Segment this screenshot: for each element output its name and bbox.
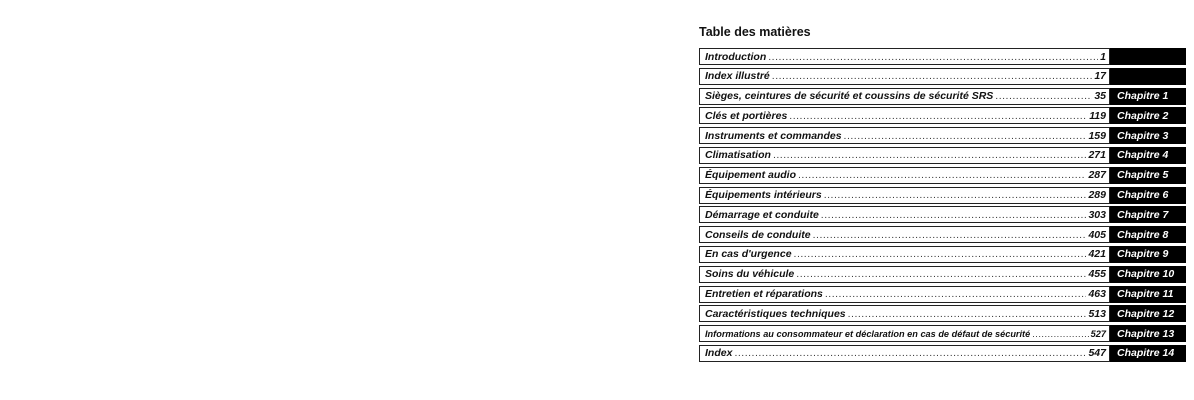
toc-entry[interactable] [699,305,1110,322]
toc-entry-label: Soins du véhicule [705,268,795,281]
toc-row-chapitre-8[interactable] [699,226,1186,243]
toc-entry-page: 463 [1088,288,1106,301]
dot-leader [995,90,1092,102]
dot-leader [734,347,1086,359]
toc-entry-page: 289 [1088,189,1106,202]
toc-entry[interactable] [699,226,1110,243]
dot-leader [794,248,1087,260]
chapter-tab[interactable]: Chapitre 3 [1110,127,1186,144]
toc-row-chapitre-6[interactable] [699,187,1186,204]
toc-entry-label: Introduction [705,50,767,63]
chapter-tab[interactable]: Chapitre 5 [1110,167,1186,184]
dot-leader [768,51,1098,63]
toc-entry-label: Équipement audio [705,169,797,182]
chapter-tab[interactable]: Chapitre 2 [1110,107,1186,124]
dot-leader [789,110,1087,122]
toc-entry-page: 303 [1088,208,1106,221]
toc-entry-label: Clés et portières [705,109,788,122]
toc-entry[interactable] [699,147,1110,164]
dot-leader [825,288,1087,300]
chapter-tab[interactable]: Chapitre 6 [1110,187,1186,204]
toc-entry-page: 455 [1088,268,1106,281]
toc-row-chapitre-14[interactable] [699,345,1186,362]
toc-entry-label: Entretien et réparations [705,288,823,301]
toc-entry[interactable] [699,107,1110,124]
toc-entry[interactable] [699,206,1110,223]
dot-leader [772,70,1093,82]
toc-entry[interactable] [699,325,1110,342]
toc-entry-page: 1 [1100,50,1106,63]
toc-entry-label: Instruments et commandes [705,129,842,142]
toc-entry[interactable] [699,88,1110,105]
dot-leader [796,268,1086,280]
chapter-tab[interactable]: Chapitre 12 [1110,305,1186,322]
chapter-tab[interactable]: Chapitre 1 [1110,88,1186,105]
dot-leader [824,189,1087,201]
toc-entry-page: 35 [1094,90,1106,103]
toc-entry-label: Conseils de conduite [705,228,811,241]
toc-entry[interactable] [699,345,1110,362]
page-title: Table des matières [699,25,811,39]
toc-row-index-illustre[interactable] [699,68,1186,85]
toc-entry[interactable] [699,48,1110,65]
chapter-tab[interactable]: Chapitre 10 [1110,266,1186,283]
toc-row-chapitre-4[interactable] [699,147,1186,164]
toc-entry-page: 271 [1088,149,1106,162]
toc-entry[interactable] [699,286,1110,303]
dot-leader [848,308,1087,320]
chapter-tab[interactable]: Chapitre 14 [1110,345,1186,362]
toc-entry-page: 405 [1088,228,1106,241]
toc-entry[interactable] [699,127,1110,144]
dot-leader [1032,329,1088,339]
toc-row-chapitre-12[interactable] [699,305,1186,322]
toc-row-chapitre-3[interactable] [699,127,1186,144]
chapter-tab[interactable]: Chapitre 8 [1110,226,1186,243]
toc-entry-label: Index [705,347,733,360]
toc-entry-label: En cas d'urgence [705,248,792,261]
toc-row-chapitre-5[interactable] [699,167,1186,184]
dot-leader [773,149,1087,161]
toc-entry-label: Climatisation [705,149,771,162]
toc-row-chapitre-2[interactable] [699,107,1186,124]
toc-row-chapitre-11[interactable] [699,286,1186,303]
chapter-tab[interactable]: Chapitre 9 [1110,246,1186,263]
toc-entry-page: 421 [1088,248,1106,261]
toc-row-chapitre-7[interactable] [699,206,1186,223]
toc-entry-page: 527 [1090,328,1106,339]
toc-entry-label: Équipements intérieurs [705,189,822,202]
chapter-tab[interactable] [1110,68,1186,85]
toc-entry[interactable] [699,187,1110,204]
toc-entry-page: 287 [1088,169,1106,182]
dot-leader [798,169,1086,181]
toc-row-chapitre-13[interactable] [699,325,1186,342]
chapter-tab[interactable] [1110,48,1186,65]
toc-entry-label: Caractéristiques techniques [705,307,846,320]
dot-leader [844,130,1087,142]
toc-entry-page: 119 [1089,109,1106,122]
chapter-tab[interactable]: Chapitre 4 [1110,147,1186,164]
toc-entry[interactable] [699,68,1110,85]
dot-leader [821,209,1087,221]
toc-entry-label: Sièges, ceintures de sécurité et coussins de sécurité SRS [705,90,994,103]
chapter-tab[interactable]: Chapitre 7 [1110,206,1186,223]
toc-row-chapitre-1[interactable] [699,88,1186,105]
toc-entry-label: Index illustré [705,70,770,83]
toc-entry-label: Informations au consommateur et déclaration en cas de défaut de sécurité [705,328,1031,339]
chapter-tab[interactable]: Chapitre 11 [1110,286,1186,303]
toc-entry-page: 513 [1088,307,1106,320]
toc-entry-page: 547 [1088,347,1106,360]
toc-row-introduction[interactable] [699,48,1186,65]
toc-entry[interactable] [699,246,1110,263]
toc-entry[interactable] [699,266,1110,283]
toc-row-chapitre-9[interactable] [699,246,1186,263]
dot-leader [813,229,1087,241]
toc-row-chapitre-10[interactable] [699,266,1186,283]
table-of-contents [699,48,1186,365]
toc-entry-page: 159 [1088,129,1106,142]
chapter-tab[interactable]: Chapitre 13 [1110,325,1186,342]
toc-entry[interactable] [699,167,1110,184]
toc-entry-label: Démarrage et conduite [705,208,819,221]
toc-entry-page: 17 [1094,70,1106,83]
